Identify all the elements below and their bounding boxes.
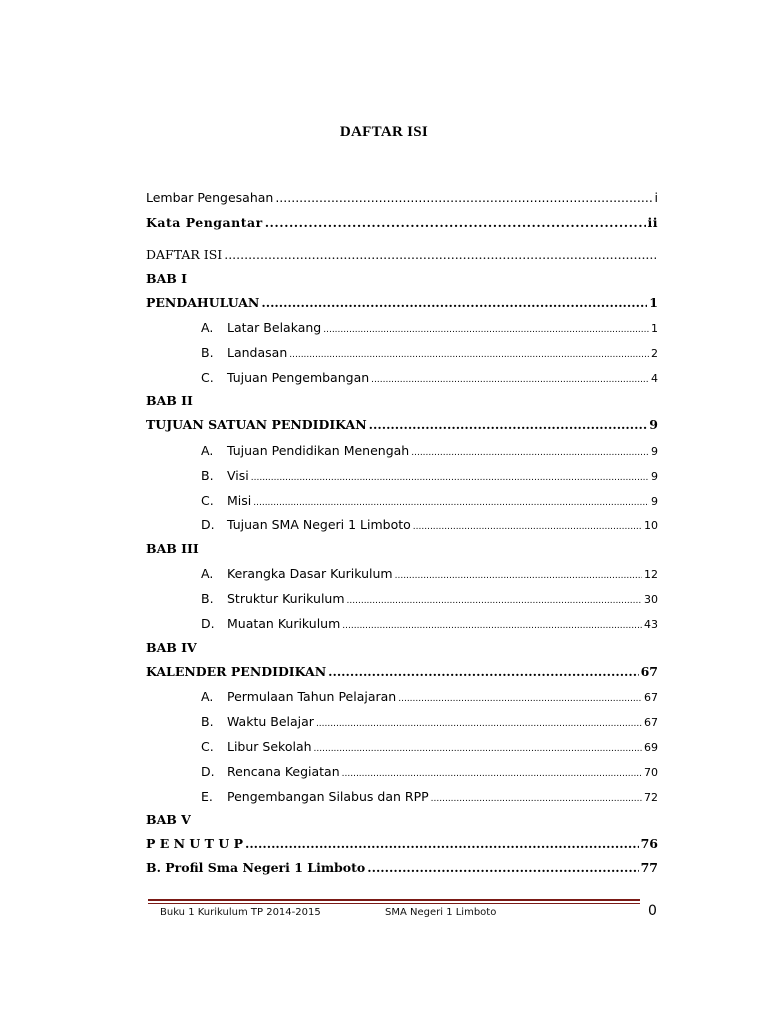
toc-label: TUJUAN SATUAN PENDIDIKAN [146,417,367,432]
toc-letter: D. [201,517,215,532]
toc-page: i [654,190,658,205]
toc-letter: B. [201,714,214,729]
toc-chapter-bab-4 [146,640,346,655]
toc-label: Pengembangan Silabus dan RPP [227,789,429,804]
toc-leader [347,596,642,606]
footer-left-text: Buku 1 Kurikulum TP 2014-2015 [160,907,321,918]
toc-leader [251,473,649,483]
toc-letter: C. [201,739,214,754]
toc-letter: B. [201,591,214,606]
toc-leader [369,417,648,432]
toc-label: DAFTAR ISI [146,247,223,262]
toc-letter: B. [201,345,214,360]
toc-leader [275,190,652,205]
toc-leader [395,571,642,581]
toc-label: Misi [227,493,252,508]
toc-entry-kata-pengantar [146,215,658,230]
toc-leader [398,694,642,704]
toc-leader [342,769,642,779]
toc-leader [261,295,647,310]
toc-letter: A. [201,443,214,458]
toc-label: B. Profil Sma Negeri 1 Limboto [146,860,366,875]
toc-label: KALENDER PENDIDIKAN [146,664,327,679]
page-title: DAFTAR ISI [339,124,429,140]
toc-subentry [201,320,658,335]
chapter-label: BAB IV [146,640,197,655]
toc-page: 12 [644,568,658,581]
footer-rule [148,899,640,904]
toc-page: 69 [644,741,658,754]
toc-label: Landasan [227,345,288,360]
toc-leader [224,247,656,262]
toc-subentry [201,468,658,483]
toc-page: 2 [651,347,658,360]
toc-subentry [201,714,658,729]
toc-leader [367,860,638,875]
toc-page: ii [647,215,658,230]
toc-label: PENDAHULUAN [146,295,260,310]
toc-subentry [201,616,658,631]
toc-page: 10 [644,519,658,532]
toc-label: Tujuan Pengembangan [227,370,370,385]
toc-subentry [201,566,658,581]
toc-subentry [201,370,658,385]
toc-chapter-bab-3 [146,541,346,556]
toc-leader [323,325,649,335]
toc-label: Muatan Kurikulum [227,616,341,631]
toc-label: Kerangka Dasar Kurikulum [227,566,393,581]
toc-label: Visi [227,468,249,483]
toc-page: 77 [640,860,658,875]
toc-letter: C. [201,493,214,508]
toc-leader [245,836,639,851]
toc-page: 70 [644,766,658,779]
toc-subentry [201,739,658,754]
toc-label: Tujuan SMA Negeri 1 Limboto [227,517,411,532]
toc-label: Libur Sekolah [227,739,312,754]
footer-center-text: SMA Negeri 1 Limboto [385,907,497,918]
toc-letter: D. [201,764,215,779]
toc-subentry [201,764,658,779]
toc-chapter-bab-2 [146,393,346,408]
toc-label: Struktur Kurikulum [227,591,345,606]
toc-entry-kalender [146,664,658,679]
toc-subentry [201,443,658,458]
toc-page: 67 [644,691,658,704]
toc-label: Kata Pengantar [146,215,263,230]
toc-label: Tujuan Pendidikan Menengah [227,443,410,458]
toc-entry-pendahuluan [146,295,658,310]
toc-letter: A. [201,566,214,581]
chapter-label: BAB III [146,541,199,556]
toc-entry-tujuan-satuan [146,417,658,432]
toc-page: 30 [644,593,658,606]
toc-leader [342,621,642,631]
chapter-label: BAB II [146,393,193,408]
toc-label: Rencana Kegiatan [227,764,340,779]
toc-letter: A. [201,320,214,335]
toc-label: Waktu Belajar [227,714,314,729]
toc-subentry [201,591,658,606]
chapter-label: BAB I [146,271,188,286]
chapter-label: BAB V [146,812,191,827]
toc-subentry [201,689,658,704]
footer-page-number: 0 [648,903,657,919]
toc-entry-daftar-isi [146,247,658,262]
toc-leader [411,448,649,458]
toc-leader [253,498,649,508]
toc-letter: D. [201,616,215,631]
toc-leader [265,215,646,230]
toc-page: 67 [640,664,658,679]
toc-chapter-bab-5 [146,812,346,827]
toc-subentry [201,789,658,804]
toc-subentry [201,517,658,532]
toc-leader [328,664,638,679]
toc-label: Latar Belakang [227,320,322,335]
toc-leader [289,350,649,360]
toc-entry-penutup [146,836,658,851]
toc-letter: A. [201,689,214,704]
toc-page: 1 [649,295,658,310]
toc-page: 9 [649,417,658,432]
toc-page: 72 [644,791,658,804]
toc-chapter-bab-1 [146,271,346,286]
toc-entry-profil [146,860,658,875]
toc-leader [314,744,642,754]
toc-letter: C. [201,370,214,385]
toc-label: P E N U T U P [146,836,243,851]
toc-leader [431,794,642,804]
toc-page: 1 [651,322,658,335]
toc-label: Lembar Pengesahan [146,190,274,205]
toc-subentry [201,345,658,360]
toc-label: Permulaan Tahun Pelajaran [227,689,397,704]
toc-page: 67 [644,716,658,729]
toc-page: 43 [644,618,658,631]
toc-leader [413,522,642,532]
toc-entry-lembar-pengesahan [146,190,658,205]
toc-page: 9 [651,470,658,483]
toc-leader [371,375,649,385]
toc-page: 9 [651,495,658,508]
toc-page: 9 [651,445,658,458]
toc-subentry [201,493,658,508]
toc-page: 4 [651,372,658,385]
toc-page: 76 [640,836,658,851]
toc-leader [316,719,642,729]
toc-letter: E. [201,789,213,804]
toc-letter: B. [201,468,214,483]
